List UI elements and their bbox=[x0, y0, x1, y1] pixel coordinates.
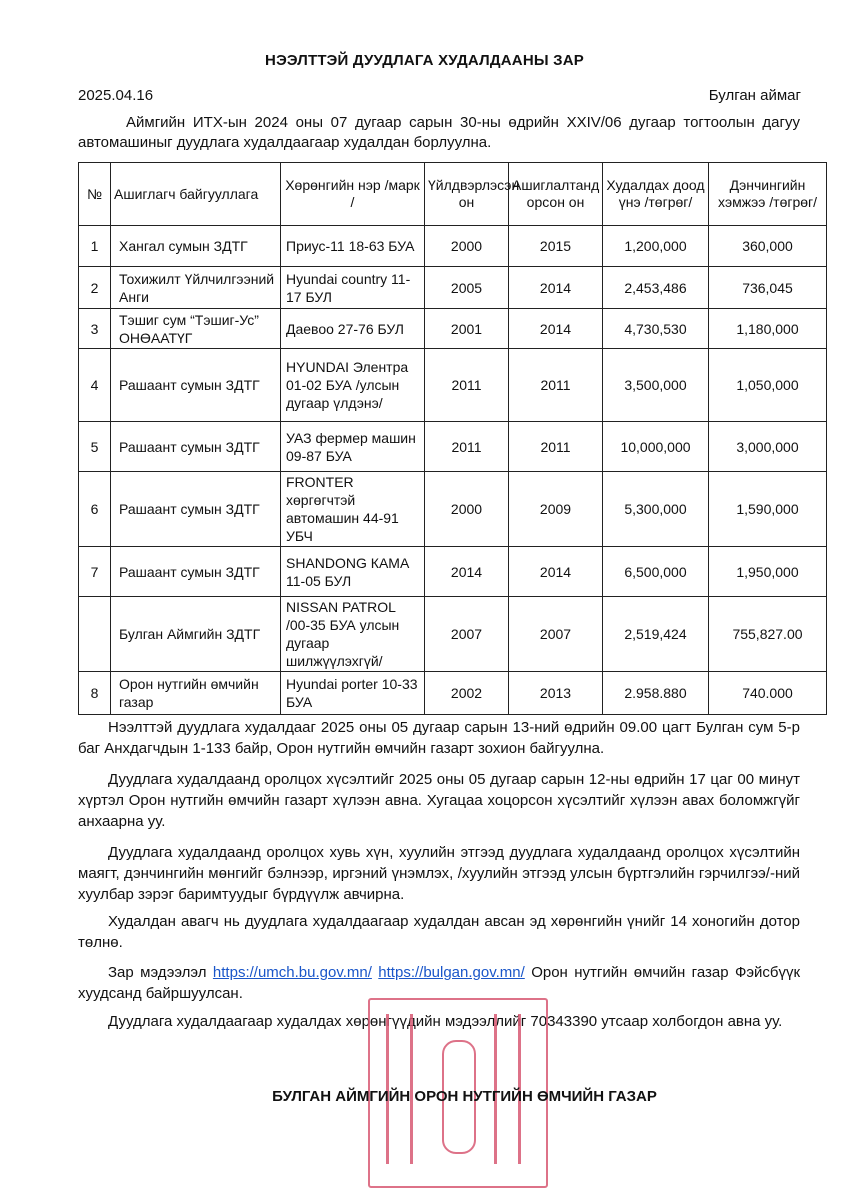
cell-year-made: 2005 bbox=[425, 267, 509, 309]
cell-asset: Даевоо 27-76 БУЛ bbox=[281, 309, 425, 349]
cell-min-price: 6,500,000 bbox=[603, 547, 709, 597]
cell-asset: FRONTER хөргөгчтэй автомашин 44-91 УБЧ bbox=[281, 472, 425, 547]
cell-no: 7 bbox=[79, 547, 111, 597]
cell-year-used: 2009 bbox=[509, 472, 603, 547]
paragraph-payment: Худалдан авагч нь дуудлага худалдаагаар худалдан авсан эд хөрөнгийн үнийг 14 хоногийн дотор төлнө. bbox=[78, 913, 800, 951]
cell-no: 2 bbox=[79, 267, 111, 309]
cell-year-made: 2011 bbox=[425, 422, 509, 472]
cell-min-price: 3,500,000 bbox=[603, 349, 709, 422]
cell-deposit: 1,950,000 bbox=[709, 547, 827, 597]
cell-no: 8 bbox=[79, 672, 111, 715]
paragraph-auction-time: Нээлттэй дуудлага худалдааг 2025 оны 05 дугаар сарын 13-ний өдрийн 09.00 цагт Булган сум 5-р баг Анхдагчдын 1-133 байр, Орон нутгийн өмчийн газарт зохион байгуулна. bbox=[78, 719, 800, 757]
cell-org: Рашаант сумын ЗДТГ bbox=[111, 547, 281, 597]
cell-org: Рашаант сумын ЗДТГ bbox=[111, 472, 281, 547]
table-row bbox=[79, 597, 827, 672]
cell-year-made: 2000 bbox=[425, 226, 509, 267]
cell-no: 3 bbox=[79, 309, 111, 349]
cell-year-made: 2014 bbox=[425, 547, 509, 597]
cell-org: Рашаант сумын ЗДТГ bbox=[111, 349, 281, 422]
cell-org: Булган Аймгийн ЗДТГ bbox=[111, 597, 281, 672]
table-row bbox=[79, 309, 827, 349]
cell-no: 5 bbox=[79, 422, 111, 472]
cell-year-used: 2013 bbox=[509, 672, 603, 715]
cell-deposit: 360,000 bbox=[709, 226, 827, 267]
table-row bbox=[79, 226, 827, 267]
cell-no: 6 bbox=[79, 472, 111, 547]
cell-asset: NISSAN PATROL /00-35 БУА улсын дугаар шилжүүлэхгүй/ bbox=[281, 597, 425, 672]
link-bulgan[interactable]: https://bulgan.gov.mn/ bbox=[378, 964, 525, 981]
table-row bbox=[79, 547, 827, 597]
cell-min-price: 1,200,000 bbox=[603, 226, 709, 267]
col-header-deposit: Дэнчингийн хэмжээ /төгрөг/ bbox=[709, 163, 827, 226]
document-place: Булган аймаг bbox=[708, 87, 801, 104]
cell-year-used: 2007 bbox=[509, 597, 603, 672]
table-row bbox=[79, 472, 827, 547]
cell-year-made: 2011 bbox=[425, 349, 509, 422]
col-header-year-used: Ашиглалтанд орсон он bbox=[509, 163, 603, 226]
intro-paragraph: Аймгийн ИТХ-ын 2024 оны 07 дугаар сарын 30-ны өдрийн XXIV/06 дугаар тогтоолын дагуу автомашиныг дуудлага худалдаагаар худалдан борлуулна. bbox=[78, 114, 800, 151]
cell-deposit: 755,827.00 bbox=[709, 597, 827, 672]
cell-year-used: 2015 bbox=[509, 226, 603, 267]
cell-deposit: 740.000 bbox=[709, 672, 827, 715]
cell-min-price: 10,000,000 bbox=[603, 422, 709, 472]
col-header-org: Ашиглагч байгууллага bbox=[111, 163, 281, 226]
cell-min-price: 4,730,530 bbox=[603, 309, 709, 349]
cell-org: Хангал сумын ЗДТГ bbox=[111, 226, 281, 267]
cell-min-price: 2,453,486 bbox=[603, 267, 709, 309]
publication-suffix: Орон нутгийн өмчийн газар Фэйсбүүк хуудсанд байршуулсан. bbox=[78, 964, 801, 1002]
paragraph-request-deadline: Дуудлага худалдаанд оролцох хүсэлтийг 2025 оны 05 дугаар сарын 12-ны өдрийн 17 цаг 00 минут хүртэл Орон нутгийн өмчийн газарт хүлээн авна. Хугацаа хоцорсон хүсэлтийг хүлээн авах боломжгүйг анхаарна уу. bbox=[78, 771, 800, 830]
cell-asset: SHANDONG КАМА 11-05 БУЛ bbox=[281, 547, 425, 597]
table-body bbox=[79, 226, 827, 715]
auction-table bbox=[78, 162, 827, 715]
cell-org: Рашаант сумын ЗДТГ bbox=[111, 422, 281, 472]
cell-year-used: 2011 bbox=[509, 349, 603, 422]
cell-no bbox=[79, 597, 111, 672]
cell-year-used: 2014 bbox=[509, 267, 603, 309]
cell-asset: УАЗ фермер машин 09-87 БУА bbox=[281, 422, 425, 472]
cell-year-made: 2001 bbox=[425, 309, 509, 349]
signature-organization: БУЛГАН АЙМГИЙН ОРОН НУТГИЙН ӨМЧИЙН ГАЗАР bbox=[272, 1088, 657, 1105]
link-umch[interactable]: https://umch.bu.gov.mn/ bbox=[212, 964, 372, 981]
document-title: НЭЭЛТТЭЙ ДУУДЛАГА ХУДАЛДААНЫ ЗАР bbox=[265, 52, 584, 69]
cell-org: Орон нутгийн өмчийн газар bbox=[111, 672, 281, 715]
cell-min-price: 5,300,000 bbox=[603, 472, 709, 547]
table-header-row bbox=[79, 163, 827, 226]
cell-asset: Приус-11 18-63 БУА bbox=[281, 226, 425, 267]
cell-deposit: 1,180,000 bbox=[709, 309, 827, 349]
cell-asset: Hyundai porter 10-33 БУА bbox=[281, 672, 425, 715]
cell-asset: HYUNDAI Элентра 01-02 БУА /улсын дугаар үлдэнэ/ bbox=[281, 349, 425, 422]
document-date: 2025.04.16 bbox=[78, 87, 154, 104]
col-header-min-price: Худалдах доод үнэ /төгрөг/ bbox=[603, 163, 709, 226]
cell-org: Тохижилт Үйлчилгээний Анги bbox=[111, 267, 281, 309]
cell-deposit: 3,000,000 bbox=[709, 422, 827, 472]
cell-deposit: 1,590,000 bbox=[709, 472, 827, 547]
cell-year-made: 2002 bbox=[425, 672, 509, 715]
cell-min-price: 2.958.880 bbox=[603, 672, 709, 715]
cell-year-made: 2000 bbox=[425, 472, 509, 547]
col-header-year-made: Үйлдвэрлэсэн он bbox=[425, 163, 509, 226]
col-header-asset: Хөрөнгийн нэр /марк / bbox=[281, 163, 425, 226]
cell-org: Тэшиг сум “Тэшиг-Ус” ОНӨААТҮГ bbox=[111, 309, 281, 349]
col-header-no: № bbox=[79, 163, 111, 226]
cell-asset: Hyundai country 11-17 БУЛ bbox=[281, 267, 425, 309]
cell-deposit: 736,045 bbox=[709, 267, 827, 309]
cell-year-made: 2007 bbox=[425, 597, 509, 672]
table-row bbox=[79, 267, 827, 309]
cell-no: 1 bbox=[79, 226, 111, 267]
cell-year-used: 2014 bbox=[509, 547, 603, 597]
cell-year-used: 2014 bbox=[509, 309, 603, 349]
paragraph-contact: Дуудлага худалдаагаар худалдах хөрөнгүүдийн мэдээллийг 70343390 утсаар холбогдон авна уу. bbox=[108, 1013, 783, 1030]
cell-no: 4 bbox=[79, 349, 111, 422]
table-row bbox=[79, 672, 827, 715]
cell-deposit: 1,050,000 bbox=[709, 349, 827, 422]
cell-year-used: 2011 bbox=[509, 422, 603, 472]
paragraph-documents: Дуудлага худалдаанд оролцох хувь хүн, хуулийн этгээд дуудлага худалдаанд оролцох хүсэлтийн маягт, дэнчингийн мөнгийг бэлнээр, иргэний үнэмлэх, /хуулийн этгээд улсын бүртгэлийн гэрчилгээ/-ний хуулбар зэрэг баримтуудыг бүрдүүлж авчирна. bbox=[78, 844, 800, 903]
publication-prefix: Зар мэдээлэл bbox=[108, 964, 207, 981]
cell-min-price: 2,519,424 bbox=[603, 597, 709, 672]
table-row bbox=[79, 422, 827, 472]
table-row bbox=[79, 349, 827, 422]
